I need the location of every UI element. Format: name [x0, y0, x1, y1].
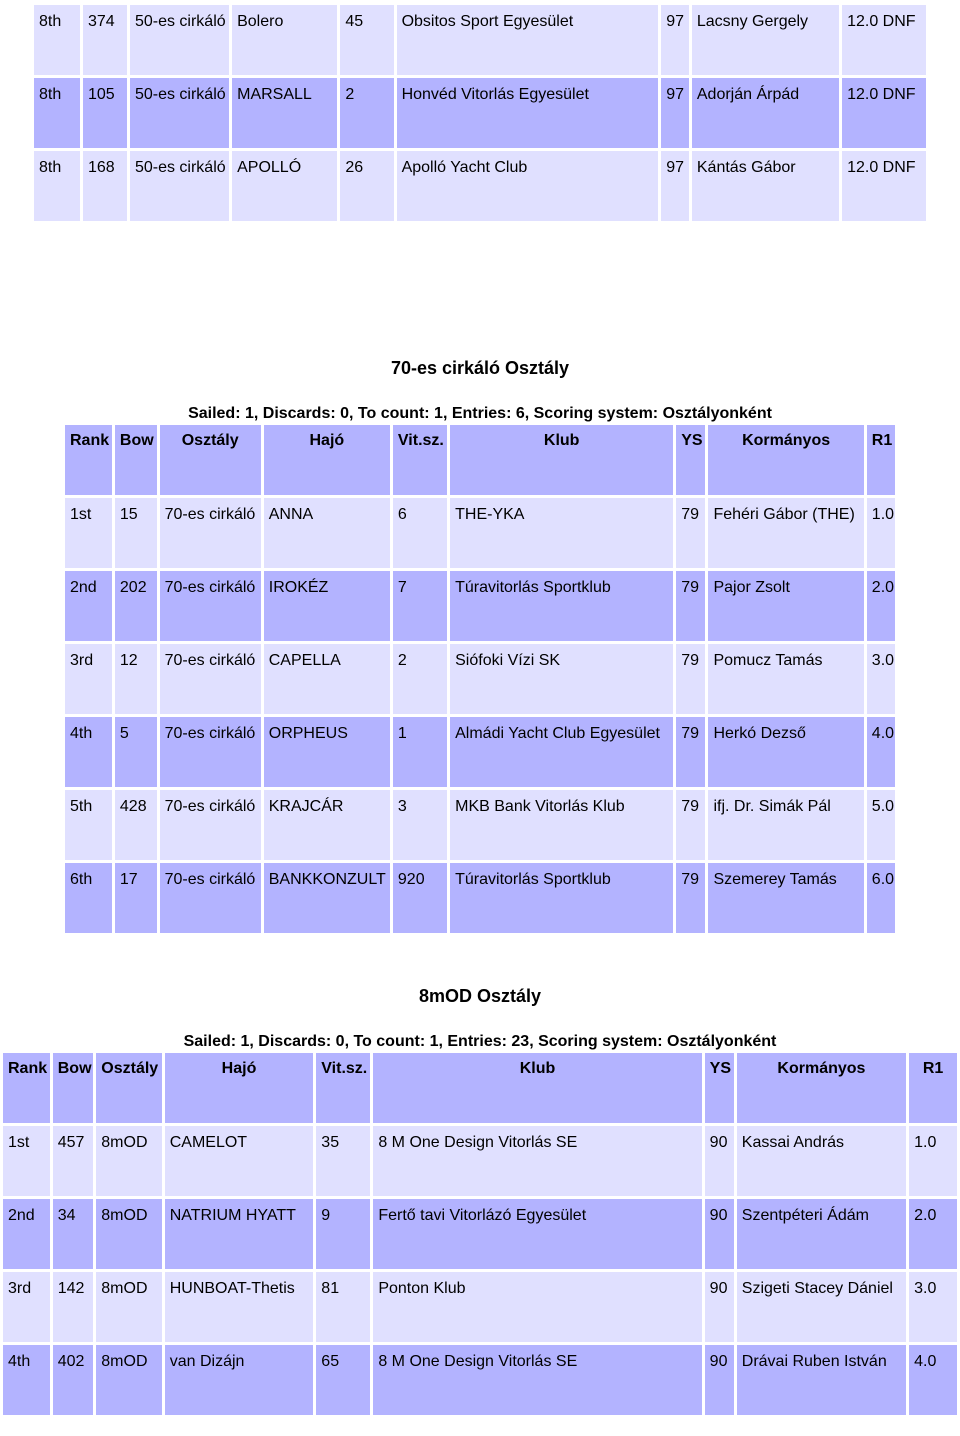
cell-sail_no: 3: [393, 790, 447, 860]
cell-helm: Pajor Zsolt: [708, 571, 863, 641]
table-row: [65, 498, 895, 568]
cell-club: MKB Bank Vitorlás Klub: [450, 790, 673, 860]
cell-boat: IROKÉZ: [264, 571, 390, 641]
results-table-8mod: [0, 1050, 960, 1418]
results-table-50: [31, 2, 929, 224]
cell-ys: 90: [705, 1272, 734, 1342]
cell-boat: ANNA: [264, 498, 390, 568]
table-body: [34, 5, 926, 221]
cell-ys: 90: [705, 1345, 734, 1415]
column-header-rank: Rank: [65, 425, 112, 495]
column-header-boat: Hajó: [165, 1053, 314, 1123]
cell-helm: Lacsny Gergely: [692, 5, 839, 75]
cell-r1: 2.0: [909, 1199, 957, 1269]
cell-class: 70-es cirkáló: [160, 790, 261, 860]
cell-club: Túravitorlás Sportklub: [450, 863, 673, 933]
cell-bow: 17: [115, 863, 157, 933]
cell-sail_no: 9: [316, 1199, 370, 1269]
cell-sail_no: 6: [393, 498, 447, 568]
cell-bow: 15: [115, 498, 157, 568]
cell-r1: 1.0: [867, 498, 895, 568]
cell-bow: 105: [83, 78, 127, 148]
column-header-boat: Hajó: [264, 425, 390, 495]
section-title: 8mOD Osztály: [418, 986, 542, 1006]
cell-bow: 5: [115, 717, 157, 787]
cell-club: Honvéd Vitorlás Egyesület: [397, 78, 659, 148]
table-body: [3, 1126, 957, 1415]
cell-r1: 12.0 DNF: [842, 78, 926, 148]
cell-bow: 457: [53, 1126, 94, 1196]
cell-ys: 97: [661, 151, 689, 221]
cell-sail_no: 2: [340, 78, 393, 148]
cell-class: 50-es cirkáló: [130, 5, 229, 75]
cell-rank: 4th: [3, 1345, 50, 1415]
cell-bow: 402: [53, 1345, 94, 1415]
cell-helm: ifj. Dr. Simák Pál: [708, 790, 863, 860]
cell-boat: ORPHEUS: [264, 717, 390, 787]
cell-helm: Herkó Dezső: [708, 717, 863, 787]
cell-boat: MARSALL: [232, 78, 337, 148]
cell-rank: 8th: [34, 5, 80, 75]
column-header-r1: R1: [867, 425, 895, 495]
cell-club: Túravitorlás Sportklub: [450, 571, 673, 641]
section-summary: Sailed: 1, Discards: 0, To count: 1, Entries: 23, Scoring system: Osztályonként: [183, 1033, 777, 1050]
table-row: [65, 571, 895, 641]
column-header-bow: Bow: [115, 425, 157, 495]
cell-r1: 4.0: [867, 717, 895, 787]
column-header-sail_no: Vit.sz.: [393, 425, 447, 495]
cell-class: 50-es cirkáló: [130, 151, 229, 221]
cell-sail_no: 2: [393, 644, 447, 714]
cell-class: 8mOD: [96, 1345, 161, 1415]
cell-bow: 374: [83, 5, 127, 75]
cell-sail_no: 45: [340, 5, 393, 75]
cell-r1: 3.0: [909, 1272, 957, 1342]
cell-class: 70-es cirkáló: [160, 571, 261, 641]
cell-boat: HUNBOAT-Thetis: [165, 1272, 314, 1342]
cell-r1: 6.0: [867, 863, 895, 933]
cell-r1: 1.0: [909, 1126, 957, 1196]
cell-class: 8mOD: [96, 1272, 161, 1342]
cell-class: 70-es cirkáló: [160, 863, 261, 933]
cell-r1: 12.0 DNF: [842, 5, 926, 75]
cell-sail_no: 35: [316, 1126, 370, 1196]
cell-sail_no: 81: [316, 1272, 370, 1342]
cell-helm: Pomucz Tamás: [708, 644, 863, 714]
cell-class: 50-es cirkáló: [130, 78, 229, 148]
cell-club: Obsitos Sport Egyesület: [397, 5, 659, 75]
column-header-club: Klub: [373, 1053, 701, 1123]
cell-sail_no: 7: [393, 571, 447, 641]
cell-r1: 5.0: [867, 790, 895, 860]
cell-boat: van Dizájn: [165, 1345, 314, 1415]
cell-rank: 8th: [34, 78, 80, 148]
cell-bow: 202: [115, 571, 157, 641]
cell-club: Apolló Yacht Club: [397, 151, 659, 221]
cell-r1: 4.0: [909, 1345, 957, 1415]
table-row: [3, 1199, 957, 1269]
cell-boat: NATRIUM HYATT: [165, 1199, 314, 1269]
cell-sail_no: 1: [393, 717, 447, 787]
cell-class: 8mOD: [96, 1199, 161, 1269]
cell-club: 8 M One Design Vitorlás SE: [373, 1345, 701, 1415]
cell-bow: 168: [83, 151, 127, 221]
cell-rank: 3rd: [65, 644, 112, 714]
cell-ys: 79: [676, 863, 705, 933]
column-header-helm: Kormányos: [737, 1053, 906, 1123]
cell-sail_no: 65: [316, 1345, 370, 1415]
column-header-r1: R1: [909, 1053, 957, 1123]
table-row: [3, 1345, 957, 1415]
cell-boat: KRAJCÁR: [264, 790, 390, 860]
cell-rank: 3rd: [3, 1272, 50, 1342]
cell-ys: 79: [676, 717, 705, 787]
header-row: [65, 425, 895, 495]
cell-rank: 6th: [65, 863, 112, 933]
cell-ys: 79: [676, 790, 705, 860]
table-row: [34, 78, 926, 148]
cell-r1: 12.0 DNF: [842, 151, 926, 221]
table-row: [3, 1126, 957, 1196]
cell-bow: 34: [53, 1199, 94, 1269]
cell-ys: 79: [676, 644, 705, 714]
cell-helm: Drávai Ruben István: [737, 1345, 906, 1415]
cell-rank: 2nd: [65, 571, 112, 641]
column-header-rank: Rank: [3, 1053, 50, 1123]
cell-helm: Szigeti Stacey Dániel: [737, 1272, 906, 1342]
table-row: [34, 5, 926, 75]
cell-sail_no: 26: [340, 151, 393, 221]
cell-helm: Kántás Gábor: [692, 151, 839, 221]
cell-class: 70-es cirkáló: [160, 644, 261, 714]
cell-club: Fertő tavi Vitorlázó Egyesület: [373, 1199, 701, 1269]
results-table-70: [62, 422, 898, 936]
cell-bow: 142: [53, 1272, 94, 1342]
cell-bow: 12: [115, 644, 157, 714]
cell-ys: 97: [661, 5, 689, 75]
table-row: [65, 717, 895, 787]
section-title: 70-es cirkáló Osztály: [390, 358, 570, 378]
cell-club: 8 M One Design Vitorlás SE: [373, 1126, 701, 1196]
cell-helm: Adorján Árpád: [692, 78, 839, 148]
cell-rank: 2nd: [3, 1199, 50, 1269]
cell-rank: 1st: [3, 1126, 50, 1196]
column-header-club: Klub: [450, 425, 673, 495]
cell-helm: Fehéri Gábor (THE): [708, 498, 863, 568]
cell-r1: 3.0: [867, 644, 895, 714]
cell-rank: 8th: [34, 151, 80, 221]
cell-club: Siófoki Vízi SK: [450, 644, 673, 714]
cell-ys: 90: [705, 1199, 734, 1269]
cell-boat: CAPELLA: [264, 644, 390, 714]
cell-rank: 5th: [65, 790, 112, 860]
table-row: [3, 1272, 957, 1342]
column-header-ys: YS: [705, 1053, 734, 1123]
table-body: [65, 498, 895, 933]
cell-club: THE-YKA: [450, 498, 673, 568]
section-summary: Sailed: 1, Discards: 0, To count: 1, Entries: 6, Scoring system: Osztályonként: [188, 405, 772, 422]
table-row: [65, 644, 895, 714]
cell-class: 8mOD: [96, 1126, 161, 1196]
cell-boat: BANKKONZULT: [264, 863, 390, 933]
cell-sail_no: 920: [393, 863, 447, 933]
column-header-sail_no: Vit.sz.: [316, 1053, 370, 1123]
cell-boat: APOLLÓ: [232, 151, 337, 221]
cell-helm: Kassai András: [737, 1126, 906, 1196]
header-row: [3, 1053, 957, 1123]
column-header-class: Osztály: [96, 1053, 161, 1123]
cell-bow: 428: [115, 790, 157, 860]
table-row: [34, 151, 926, 221]
column-header-bow: Bow: [53, 1053, 94, 1123]
cell-class: 70-es cirkáló: [160, 717, 261, 787]
cell-ys: 79: [676, 571, 705, 641]
cell-rank: 1st: [65, 498, 112, 568]
cell-club: Almádi Yacht Club Egyesület: [450, 717, 673, 787]
cell-ys: 79: [676, 498, 705, 568]
cell-class: 70-es cirkáló: [160, 498, 261, 568]
cell-ys: 97: [661, 78, 689, 148]
column-header-ys: YS: [676, 425, 705, 495]
table-row: [65, 790, 895, 860]
column-header-class: Osztály: [160, 425, 261, 495]
cell-ys: 90: [705, 1126, 734, 1196]
cell-rank: 4th: [65, 717, 112, 787]
cell-boat: Bolero: [232, 5, 337, 75]
cell-boat: CAMELOT: [165, 1126, 314, 1196]
column-header-helm: Kormányos: [708, 425, 863, 495]
cell-club: Ponton Klub: [373, 1272, 701, 1342]
cell-helm: Szemerey Tamás: [708, 863, 863, 933]
cell-r1: 2.0: [867, 571, 895, 641]
table-row: [65, 863, 895, 933]
cell-helm: Szentpéteri Ádám: [737, 1199, 906, 1269]
